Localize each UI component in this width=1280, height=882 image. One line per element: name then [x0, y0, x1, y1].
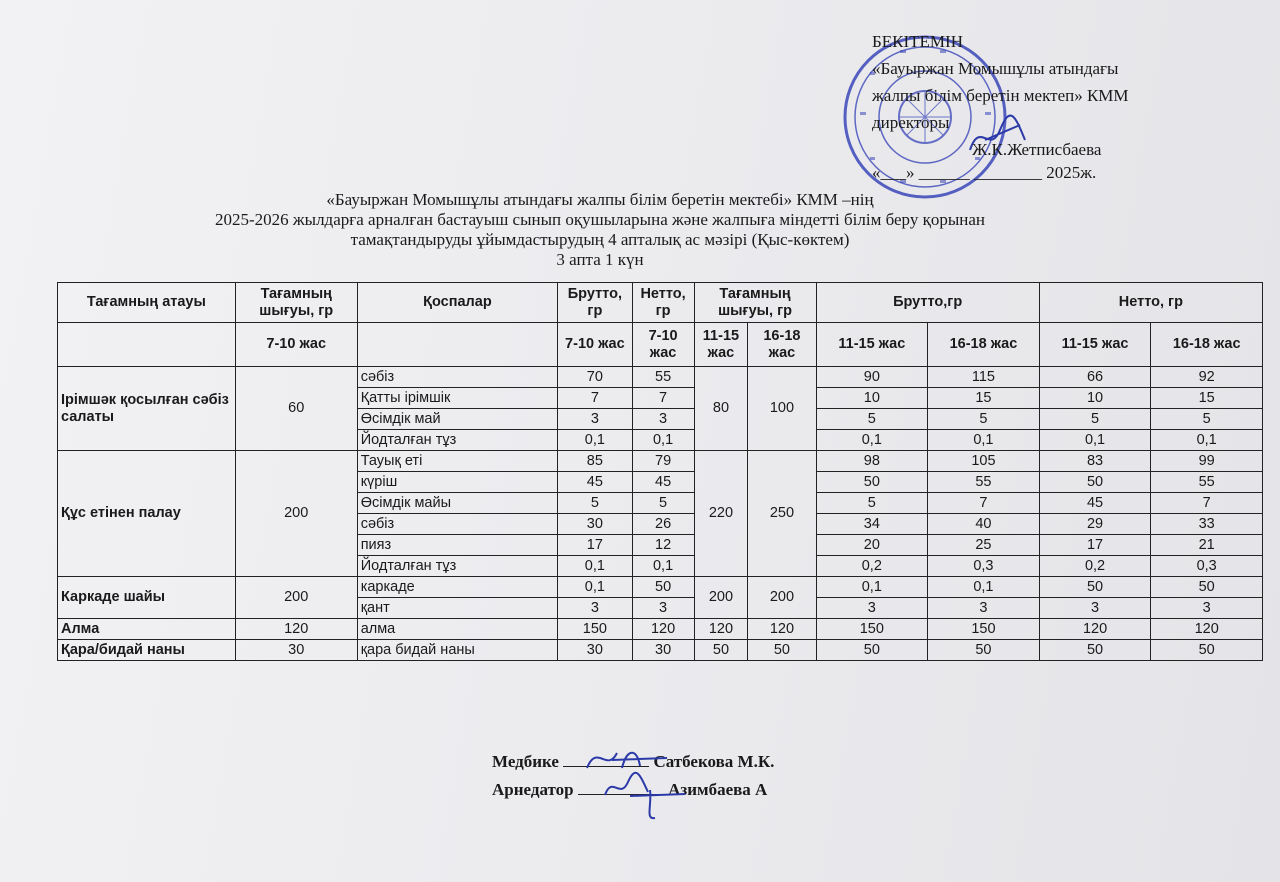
brutto-16-18: 7 — [928, 493, 1040, 514]
subhead-output-16-18: 16-18 жас — [748, 323, 816, 367]
output-16-18: 200 — [748, 577, 816, 619]
brutto-7-10: 45 — [558, 472, 632, 493]
netto-11-15: 5 — [1039, 409, 1151, 430]
brutto-7-10: 30 — [558, 640, 632, 661]
brutto-7-10: 0,1 — [558, 577, 632, 598]
netto-7-10: 50 — [632, 577, 694, 598]
netto-16-18: 0,3 — [1151, 556, 1263, 577]
col-output-2: Тағамның шығуы, гр — [694, 283, 816, 323]
brutto-16-18: 5 — [928, 409, 1040, 430]
netto-7-10: 12 — [632, 535, 694, 556]
netto-7-10: 120 — [632, 619, 694, 640]
col-brutto: Брутто, гр — [558, 283, 632, 323]
medic-label: Медбике — [492, 752, 559, 771]
netto-7-10: 5 — [632, 493, 694, 514]
col-netto: Нетто, гр — [632, 283, 694, 323]
netto-7-10: 55 — [632, 367, 694, 388]
ingredient-name: Йодталған тұз — [357, 430, 557, 451]
subhead-brutto-16-18: 16-18 жас — [928, 323, 1040, 367]
approval-school-line1: «Бауыржан Момышұлы атындағы — [872, 59, 1119, 78]
netto-11-15: 50 — [1039, 472, 1151, 493]
netto-16-18: 5 — [1151, 409, 1263, 430]
medic-name: Сатбекова М.К. — [653, 752, 775, 771]
netto-11-15: 83 — [1039, 451, 1151, 472]
output-11-15: 220 — [694, 451, 748, 577]
netto-16-18: 0,1 — [1151, 430, 1263, 451]
brutto-11-15: 150 — [816, 619, 928, 640]
brutto-7-10: 7 — [558, 388, 632, 409]
ingredient-name: сәбіз — [357, 514, 557, 535]
netto-7-10: 0,1 — [632, 556, 694, 577]
brutto-16-18: 0,1 — [928, 430, 1040, 451]
netto-11-15: 17 — [1039, 535, 1151, 556]
col-ingredients: Қоспалар — [357, 283, 557, 323]
dish-output: 120 — [235, 619, 357, 640]
dish-name: Алма — [58, 619, 236, 640]
dish-output: 200 — [235, 451, 357, 577]
output-11-15: 80 — [694, 367, 748, 451]
header-line-1: «Бауыржан Момышұлы атындағы жалпы білім беретін мектебі» КММ –нің — [326, 190, 874, 209]
brutto-7-10: 3 — [558, 409, 632, 430]
approval-date: «___» ______ ________ 2025ж. — [872, 163, 1097, 182]
brutto-7-10: 5 — [558, 493, 632, 514]
ingredient-name: Йодталған тұз — [357, 556, 557, 577]
netto-11-15: 120 — [1039, 619, 1151, 640]
netto-11-15: 45 — [1039, 493, 1151, 514]
renter-label: Арнедатор — [492, 780, 574, 799]
netto-16-18: 55 — [1151, 472, 1263, 493]
netto-11-15: 0,1 — [1039, 430, 1151, 451]
dish-output: 60 — [235, 367, 357, 451]
document-header — [100, 190, 1100, 270]
brutto-7-10: 85 — [558, 451, 632, 472]
output-16-18: 100 — [748, 367, 816, 451]
netto-16-18: 15 — [1151, 388, 1263, 409]
subhead-empty — [58, 323, 236, 367]
netto-7-10: 3 — [632, 598, 694, 619]
subhead-netto-16-18: 16-18 жас — [1151, 323, 1263, 367]
brutto-16-18: 150 — [928, 619, 1040, 640]
menu-table — [57, 282, 1263, 661]
brutto-16-18: 3 — [928, 598, 1040, 619]
netto-16-18: 120 — [1151, 619, 1263, 640]
brutto-7-10: 150 — [558, 619, 632, 640]
col-brutto-2: Брутто,гр — [816, 283, 1039, 323]
brutto-16-18: 115 — [928, 367, 1040, 388]
brutto-11-15: 90 — [816, 367, 928, 388]
header-line-2: 2025-2026 жылдарға арналған бастауыш сынып оқушыларына және жалпыға міндетті білім беру қорынан — [215, 210, 985, 229]
dish-name: Қара/бидай наны — [58, 640, 236, 661]
brutto-11-15: 0,1 — [816, 577, 928, 598]
brutto-16-18: 55 — [928, 472, 1040, 493]
renter-name: Азимбаева А — [668, 780, 768, 799]
brutto-16-18: 40 — [928, 514, 1040, 535]
subhead-empty — [357, 323, 557, 367]
netto-7-10: 30 — [632, 640, 694, 661]
output-16-18: 120 — [748, 619, 816, 640]
menu-table-body — [58, 367, 1263, 661]
netto-11-15: 50 — [1039, 577, 1151, 598]
netto-16-18: 50 — [1151, 577, 1263, 598]
approval-title: БЕКІТЕМІН — [872, 32, 963, 51]
brutto-11-15: 50 — [816, 640, 928, 661]
brutto-11-15: 98 — [816, 451, 928, 472]
netto-16-18: 7 — [1151, 493, 1263, 514]
dish-output: 200 — [235, 577, 357, 619]
ingredient-name: каркаде — [357, 577, 557, 598]
netto-7-10: 7 — [632, 388, 694, 409]
netto-11-15: 29 — [1039, 514, 1151, 535]
netto-16-18: 99 — [1151, 451, 1263, 472]
netto-7-10: 26 — [632, 514, 694, 535]
netto-16-18: 50 — [1151, 640, 1263, 661]
brutto-7-10: 3 — [558, 598, 632, 619]
brutto-7-10: 0,1 — [558, 556, 632, 577]
dish-name: Ірімшәк қосылған сәбіз салаты — [58, 367, 236, 451]
netto-16-18: 92 — [1151, 367, 1263, 388]
approval-school-line2: жалпы білім беретін мектеп» КММ — [872, 86, 1129, 105]
table-row — [58, 619, 1263, 640]
netto-11-15: 3 — [1039, 598, 1151, 619]
netto-7-10: 0,1 — [632, 430, 694, 451]
subhead-netto-7-10: 7-10 жас — [632, 323, 694, 367]
output-16-18: 250 — [748, 451, 816, 577]
col-netto-2: Нетто, гр — [1039, 283, 1262, 323]
brutto-11-15: 3 — [816, 598, 928, 619]
brutto-7-10: 0,1 — [558, 430, 632, 451]
brutto-11-15: 5 — [816, 493, 928, 514]
ingredient-name: Тауық еті — [357, 451, 557, 472]
dish-name: Каркаде шайы — [58, 577, 236, 619]
subhead-brutto-7-10: 7-10 жас — [558, 323, 632, 367]
output-11-15: 120 — [694, 619, 748, 640]
ingredient-name: сәбіз — [357, 367, 557, 388]
header-week-day: 3 апта 1 күн — [556, 250, 644, 269]
brutto-11-15: 20 — [816, 535, 928, 556]
subhead-age-7-10: 7-10 жас — [235, 323, 357, 367]
brutto-11-15: 5 — [816, 409, 928, 430]
brutto-7-10: 30 — [558, 514, 632, 535]
table-row — [58, 577, 1263, 598]
netto-7-10: 45 — [632, 472, 694, 493]
renter-signature — [600, 770, 690, 825]
brutto-11-15: 50 — [816, 472, 928, 493]
subhead-netto-11-15: 11-15 жас — [1039, 323, 1151, 367]
ingredient-name: пияз — [357, 535, 557, 556]
brutto-7-10: 70 — [558, 367, 632, 388]
ingredient-name: қант — [357, 598, 557, 619]
brutto-7-10: 17 — [558, 535, 632, 556]
brutto-16-18: 50 — [928, 640, 1040, 661]
netto-11-15: 50 — [1039, 640, 1151, 661]
approval-director-name: Ж.К.Жетписбаева — [972, 140, 1102, 159]
netto-11-15: 10 — [1039, 388, 1151, 409]
output-11-15: 200 — [694, 577, 748, 619]
netto-11-15: 66 — [1039, 367, 1151, 388]
brutto-11-15: 0,1 — [816, 430, 928, 451]
netto-11-15: 0,2 — [1039, 556, 1151, 577]
netto-16-18: 21 — [1151, 535, 1263, 556]
ingredient-name: қара бидай наны — [357, 640, 557, 661]
ingredient-name: Өсімдік майы — [357, 493, 557, 514]
output-11-15: 50 — [694, 640, 748, 661]
brutto-11-15: 34 — [816, 514, 928, 535]
subhead-output-11-15: 11-15 жас — [694, 323, 748, 367]
subhead-brutto-11-15: 11-15 жас — [816, 323, 928, 367]
ingredient-name: Қатты ірімшік — [357, 388, 557, 409]
ingredient-name: күріш — [357, 472, 557, 493]
approval-block — [872, 28, 1232, 186]
ingredient-name: алма — [357, 619, 557, 640]
col-dish-name: Тағамның атауы — [58, 283, 236, 323]
netto-7-10: 79 — [632, 451, 694, 472]
netto-16-18: 3 — [1151, 598, 1263, 619]
brutto-16-18: 105 — [928, 451, 1040, 472]
header-line-3: тамақтандыруды ұйымдастырудың 4 апталық ас мәзірі (Қыс-көктем) — [350, 230, 850, 249]
brutto-16-18: 15 — [928, 388, 1040, 409]
table-row — [58, 640, 1263, 661]
brutto-16-18: 0,3 — [928, 556, 1040, 577]
dish-name: Құс етінен палау — [58, 451, 236, 577]
col-output: Тағамның шығуы, гр — [235, 283, 357, 323]
table-row — [58, 367, 1263, 388]
dish-output: 30 — [235, 640, 357, 661]
brutto-16-18: 25 — [928, 535, 1040, 556]
output-16-18: 50 — [748, 640, 816, 661]
brutto-11-15: 10 — [816, 388, 928, 409]
netto-16-18: 33 — [1151, 514, 1263, 535]
ingredient-name: Өсімдік май — [357, 409, 557, 430]
table-row — [58, 451, 1263, 472]
netto-7-10: 3 — [632, 409, 694, 430]
brutto-16-18: 0,1 — [928, 577, 1040, 598]
brutto-11-15: 0,2 — [816, 556, 928, 577]
approval-position: директоры — [872, 113, 950, 132]
